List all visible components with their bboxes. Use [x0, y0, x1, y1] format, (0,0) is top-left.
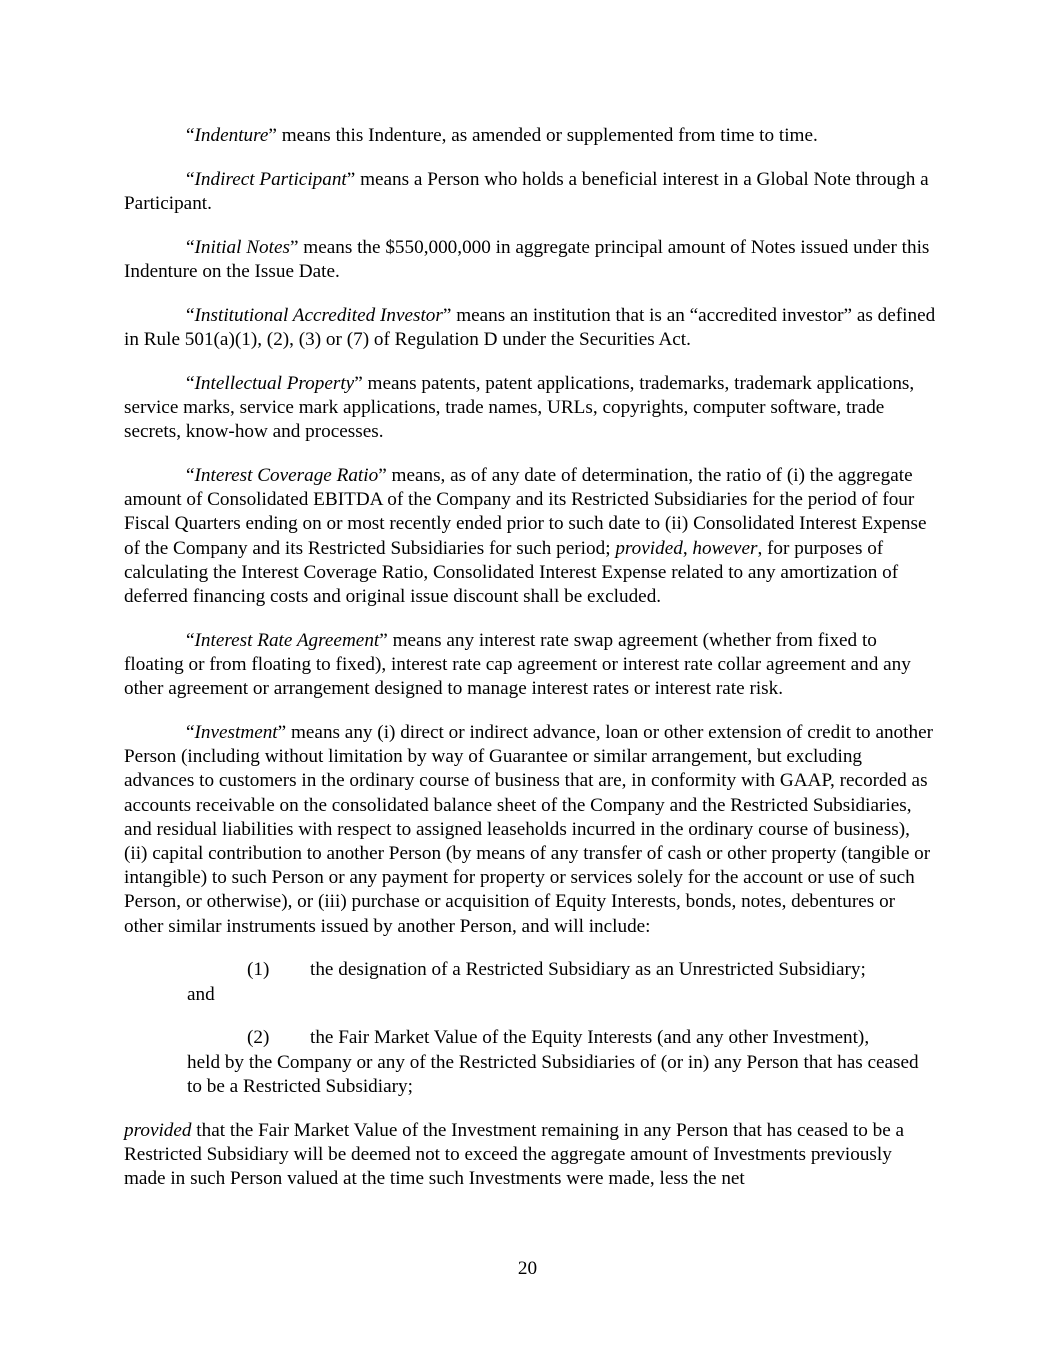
list-item-continuation: held by the Company or any of the Restricted Subsidiaries of (or in) any Person that has ceased to be a Restricted Subsidiary; [187, 1051, 919, 1097]
definition-indenture: “Indenture” means this Indenture, as amended or supplemented from time to time. [186, 125, 818, 146]
provided-term: provided [124, 1119, 192, 1141]
list-item-first-line [187, 1026, 936, 1050]
however-term: however [692, 537, 758, 559]
list-item-number: (2) [247, 1027, 270, 1049]
defined-term: Institutional Accredited Investor [194, 304, 443, 326]
separator: , [682, 537, 693, 559]
defined-term: Intellectual Property [194, 372, 355, 394]
provided-term: provided [615, 537, 683, 559]
list-item-text: the designation of a Restricted Subsidiary as an Unrestricted Subsidiary; [310, 959, 866, 981]
definition-intellectual-property: “Intellectual Property” means patents, patent applications, trademarks, trademark applications, service marks, service mark applications, trade names, URLs, copyrights, computer software, trade secrets, know-how and processes. [124, 372, 915, 443]
proviso-text: that the Fair Market Value of the Investment remaining in any Person that has ceased to be a Restricted Subsidiary will be deemed not to exceed the aggregate amount of Investments previously made in such Person valued at the time such Investments were made, less the net [124, 1119, 905, 1190]
document-page [124, 124, 936, 1211]
definition-text: means an institution that is an “accredited investor” as defined in Rule 501(a)(1), (2), (3) or (7) of Regulation D under the Securities Act. [124, 304, 936, 350]
definition-text: means patents, patent applications, trademarks, trademark applications, service marks, service mark applications, trade names, URLs, copyrights, computer software, trade secrets, know-how and processes. [124, 372, 915, 443]
definition-text-continued: , for purposes of calculating the Interest Coverage Ratio, Consolidated Interest Expense related to any amortization of deferred financing costs and original issue discount shall be excluded. [124, 537, 899, 608]
list-item-number: (1) [247, 959, 270, 981]
defined-term: Initial Notes [194, 236, 290, 258]
definition-interest-rate-agreement: “Interest Rate Agreement” means any interest rate swap agreement (whether from fixed to floating or from floating to fixed), interest rate cap agreement or interest rate collar agreement and any other agreement or arrangement designed to manage interest rates or interest rate risk. [124, 629, 911, 700]
definition-text: means the $550,000,000 in aggregate principal amount of Notes issued under this Indenture on the Issue Date. [124, 236, 930, 282]
definition-initial-notes: “Initial Notes” means the $550,000,000 in aggregate principal amount of Notes issued under this Indenture on the Issue Date. [124, 236, 930, 282]
page-number: 20 [517, 1258, 538, 1279]
definition-investment: “Investment” means any (i) direct or indirect advance, loan or other extension of credit to another Person (including without limitation by way of Guarantee or similar arrangement, but excluding advances to customers in the ordinary course of business that are, in conformity with GAAP, recorded as accounts receivable on the consolidated balance sheet of the Company and the Restricted Subsidiaries, and residual liabilities with respect to assigned leaseholds incurred in the ordinary course of business), (ii) capital contribution to another Person (by means of any transfer of cash or other property (tangible or intangible) to such Person or any payment for property or services solely for the account or use of such Person, or otherwise), or (iii) purchase or acquisition of Equity Interests, bonds, notes, debentures or other similar instruments issued by another Person, and will include: [124, 722, 933, 937]
definition-text: means, as of any date of determination, the ratio of (i) the aggregate amount of Consolidated EBITDA of the Company and its Restricted Subsidiaries for the period of four Fiscal Quarters ending on or most recently ended prior to such date to (ii) Consolidated Interest Expense of the Company and its Restricted Subsidiaries for such period; [124, 465, 927, 559]
defined-term: Investment [194, 722, 278, 744]
definition-institutional-accredited-investor: “Institutional Accredited Investor” means an institution that is an “accredited investor” as defined in Rule 501(a)(1), (2), (3) or (7) of Regulation D under the Securities Act. [124, 304, 936, 350]
definition-indirect-participant: “Indirect Participant” means a Person who holds a beneficial interest in a Global Note through a Participant. [124, 168, 929, 214]
defined-term: Interest Rate Agreement [194, 629, 380, 651]
definition-text: means this Indenture, as amended or supplemented from time to time. [276, 125, 818, 146]
list-item [187, 1026, 936, 1099]
proviso-paragraph [124, 1119, 936, 1192]
list-item [187, 958, 936, 1006]
defined-term: Indirect Participant [194, 168, 347, 190]
list-item-continuation: and [187, 983, 215, 1005]
definition-text: means a Person who holds a beneficial interest in a Global Note through a Participant. [124, 168, 929, 214]
definition-text: means any interest rate swap agreement (whether from fixed to floating or from floating to fixed), interest rate cap agreement or interest rate collar agreement and any other agreement or arrangement designed to manage interest rates or interest rate risk. [124, 629, 911, 700]
definition-interest-coverage-ratio: “Interest Coverage Ratio” means, as of any date of determination, the ratio of (i) the aggregate amount of Consolidated EBITDA of the Company and its Restricted Subsidiaries for the period of four Fiscal Quarters ending on or most recently ended prior to such date to (ii) Consolidated Interest Expense of the Company and its Restricted Subsidiaries for such period; provided, however, for purposes of calculating the Interest Coverage Ratio, Consolidated Interest Expense related to any amortization of deferred financing costs and original issue discount shall be excluded. [124, 465, 927, 608]
list-item-first-line [187, 958, 936, 982]
defined-term: Indenture [194, 125, 269, 146]
list-item-text: the Fair Market Value of the Equity Interests (and any other Investment), [310, 1027, 870, 1049]
defined-term: Interest Coverage Ratio [194, 465, 379, 486]
definition-text: means any (i) direct or indirect advance, loan or other extension of credit to another Person (including without limitation by way of Guarantee or similar arrangement, but excluding advances to customers in the ordinary course of business that are, in conformity with GAAP, recorded as accounts receivable on the consolidated balance sheet of the Company and the Restricted Subsidiaries, and residual liabilities with respect to assigned leaseholds incurred in the ordinary course of business), (ii) capital contribution to another Person (by means of any transfer of cash or other property (tangible or intangible) to such Person or any payment for property or services solely for the account or use of such Person, or otherwise), or (iii) purchase or acquisition of Equity Interests, bonds, notes, debentures or other similar instruments issued by another Person, and will include: [124, 722, 933, 937]
